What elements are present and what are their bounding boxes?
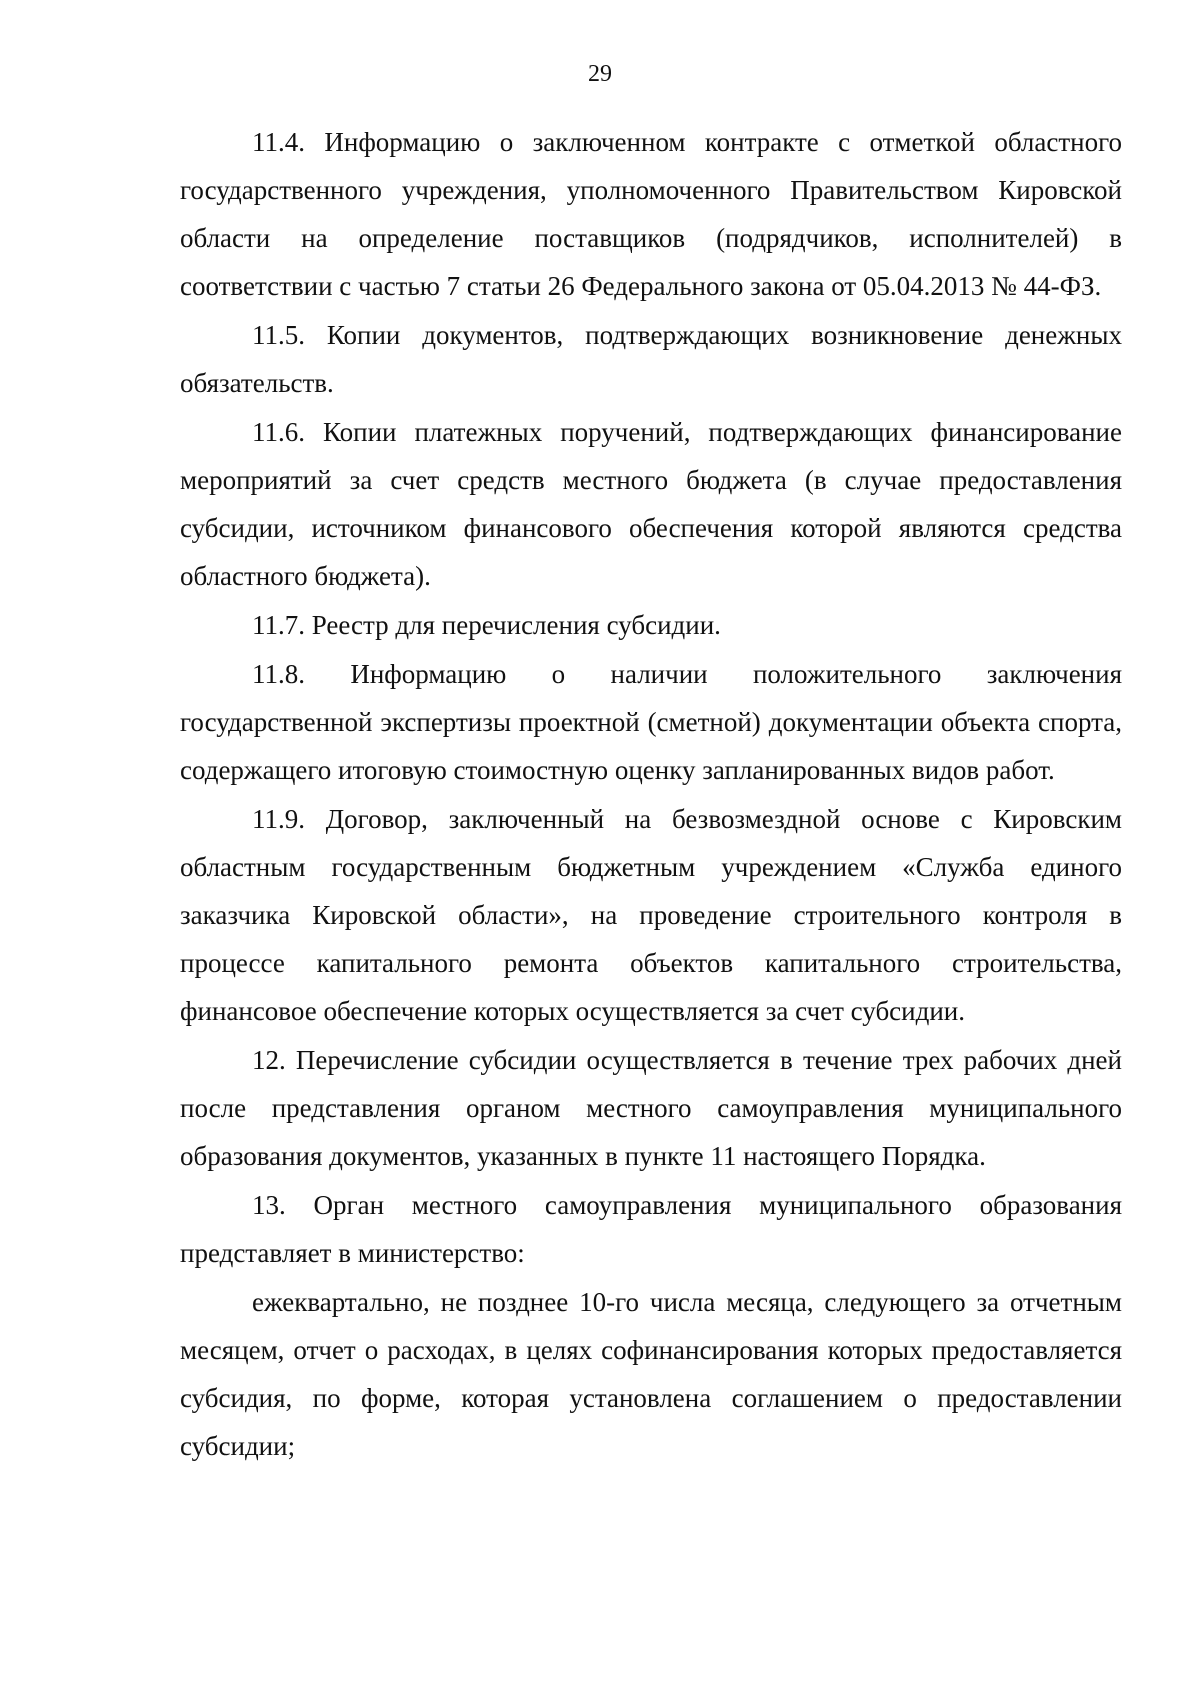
paragraph-13: 13. Орган местного самоуправления муниципального образования представляет в министерство:	[180, 1190, 1122, 1268]
paragraph-13-quarterly: ежеквартально, не позднее 10-го числа месяца, следующего за отчетным месяцем, отчет о расходах, в целях софинансирования которых предоставляется субсидия, по форме, которая установлена соглашением о предоставлении субсидии;	[180, 1287, 1122, 1461]
paragraph-11-5: 11.5. Копии документов, подтверждающих возникновение денежных обязательств.	[180, 320, 1122, 398]
paragraph-11-8: 11.8. Информацию о наличии положительного заключения государственной экспертизы проектной (сметной) документации объекта спорта, содержащего итоговую стоимостную оценку запланированных видов работ.	[180, 659, 1122, 785]
document-body	[180, 118, 1122, 1471]
paragraph-11-7: 11.7. Реестр для перечисления субсидии.	[252, 610, 721, 640]
paragraph-11-9: 11.9. Договор, заключенный на безвозмездной основе с Кировским областным государственным бюджетным учреждением «Служба единого заказчика Кировской области», на проведение строительного контроля в процессе капитального ремонта объектов капитального строительства, финансовое обеспечение которых осуществляется за счет субсидии.	[180, 804, 1122, 1026]
paragraph-12: 12. Перечисление субсидии осуществляется в течение трех рабочих дней после представления органом местного самоуправления муниципального образования документов, указанных в пункте 11 настоящего Порядка.	[180, 1045, 1122, 1171]
paragraph-11-4: 11.4. Информацию о заключенном контракте с отметкой областного государственного учреждения, уполномоченного Правительством Кировской области на определение поставщиков (подрядчиков, исполнителей) в соответствии с частью 7 статьи 26 Федерального закона от 05.04.2013 № 44-ФЗ.	[180, 127, 1122, 301]
paragraph-11-6: 11.6. Копии платежных поручений, подтверждающих финансирование мероприятий за счет средств местного бюджета (в случае предоставления субсидии, источником финансового обеспечения которой являются средства областного бюджета).	[180, 417, 1122, 591]
page-number: 29	[588, 61, 612, 87]
